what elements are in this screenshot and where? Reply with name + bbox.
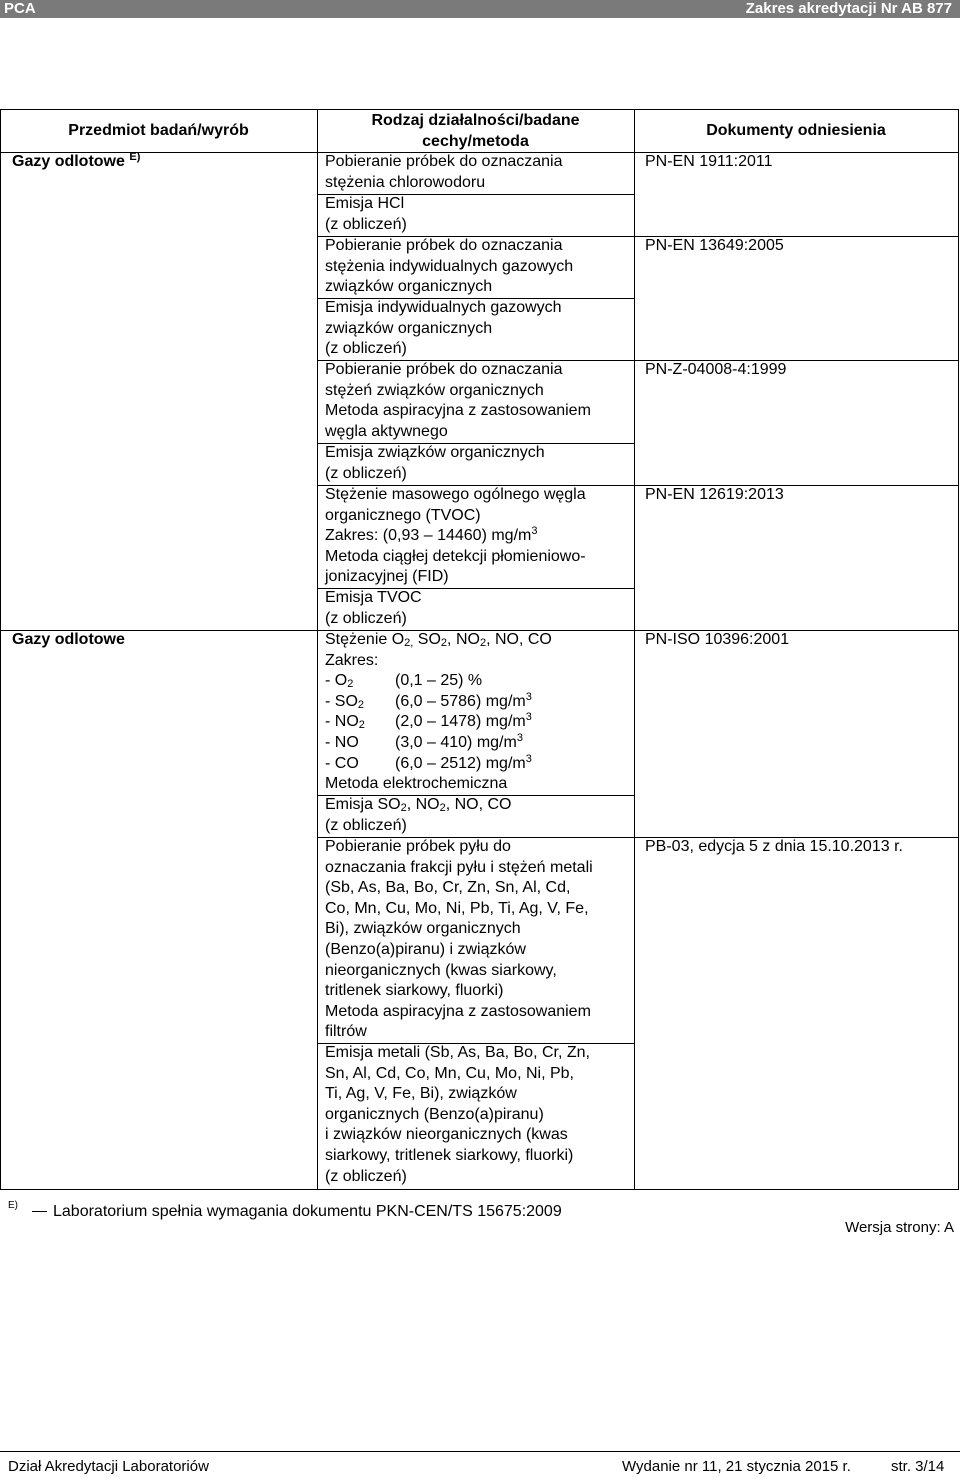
cell-line: (z obliczeń) [325,215,407,233]
text: Emisja SO [325,796,401,813]
gas-name [325,671,395,692]
footnote-mark: E) [8,1200,18,1211]
activity-cell-12 [325,1043,590,1187]
cell-line: tritlenek siarkowy, fluorki) [325,982,504,1000]
activity-cell-11 [325,837,593,1043]
cell-line: siarkowy, tritlenek siarkowy, fluorki) [325,1146,574,1164]
page-footer [0,1451,960,1477]
footer-page-number: str. 3/14 [891,1458,945,1475]
activity-cell-4 [325,298,562,360]
activity-cell-1 [325,152,563,193]
subscript: 2 [400,802,407,814]
cell-line: organicznych (Benzo(a)piranu) [325,1105,544,1123]
gas-range: (2,0 – 1478) mg/m [395,713,526,731]
subscript: 2 [357,698,365,711]
table-border-right [958,109,959,1190]
cell-line: Emisja TVOC [325,589,422,606]
gas-name [325,692,395,713]
gas-name [325,712,395,733]
page-version: Wersja strony: A [845,1219,954,1236]
gas-range: (3,0 – 410) mg/m [395,733,517,751]
cell-line: stężenia indywidualnych gazowych [325,257,574,275]
doc-ref: PN-EN 1911:2011 [645,153,773,170]
doc-ref: PB-03, edycja 5 z dnia 15.10.2013 r. [645,838,903,855]
cell-line: (z obliczeń) [325,816,407,834]
text: , NO, CO [445,796,512,813]
range-row [325,692,552,713]
activity-cell-6 [325,443,545,484]
cell-line: Pobieranie próbek do oznaczania [325,237,563,254]
cell-line: filtrów [325,1023,367,1041]
cell-line: Pobieranie próbek pyłu do [325,838,511,855]
table-border-top [0,109,959,110]
col-header-activity-line2: cechy/metoda [422,132,529,150]
cell-line: Sn, Al, Cd, Co, Mn, Cu, Mo, Ni, Pb, [325,1064,574,1082]
range-row [325,733,552,754]
subscript: 2 [358,719,365,732]
range-row [325,712,552,733]
unit-exponent: 3 [531,525,538,538]
col-header-docs: Dokumenty odniesienia [706,122,886,139]
range-dash: – [423,527,433,545]
text: Stężenie O [325,631,405,648]
cell-line: Metoda aspiracyjna z zastosowaniem [325,1002,591,1020]
table-col-divider-2 [634,109,635,1190]
subscript: 2, [404,637,414,649]
activity-cell-10 [325,795,512,836]
subscript: 2 [439,802,446,814]
gas-range: (6,0 – 2512) mg/m [395,754,526,772]
cell-line-stezenie [325,630,552,651]
cell-line: organicznego (TVOC) [325,506,481,524]
unit-exponent: 3 [525,752,532,765]
cell-line: Metoda aspiracyjna z zastosowaniem [325,402,591,420]
header-right: Zakres akredytacji Nr AB 877 [745,0,952,17]
footnote [8,1200,562,1221]
cell-line: Ti, Ag, V, Fe, Bi), związków [325,1085,517,1103]
range-start: Zakres: (0,93 [325,527,420,545]
text: - NO [325,733,359,751]
gas-range: (0,1 – 25) % [395,672,483,690]
cell-line: (z obliczeń) [325,1167,407,1185]
range-row [325,754,552,775]
cell-line: Emisja metali (Sb, As, Ba, Bo, Cr, Zn, [325,1044,590,1061]
doc-ref: PN-EN 12619:2013 [645,486,784,503]
cell-line: Pobieranie próbek do oznaczania [325,361,563,378]
doc-ref: PN-ISO 10396:2001 [645,631,790,648]
subject-gazy-odlotowe: Gazy odlotowe [12,631,125,648]
text: , NO [406,796,440,813]
unit-exponent: 3 [525,711,532,724]
cell-line: Emisja związków organicznych [325,444,545,461]
cell-line: Emisja HCl [325,195,405,212]
cell-line: Metoda ciągłej detekcji płomieniowo- [325,547,586,565]
unit-exponent: 3 [525,690,532,703]
footer-left: Dział Akredytacji Laboratoriów [8,1458,209,1475]
cell-line: nieorganicznych (kwas siarkowy, [325,961,557,979]
footnote-dash [32,1211,47,1212]
text: , NO, CO [486,631,552,648]
text: SO [417,631,441,648]
subscript: 2 [440,637,448,649]
text: - O [325,672,348,690]
gas-name [325,733,395,754]
cell-line: Stężenie masowego ogólnego węgla [325,486,586,503]
cell-line: Co, Mn, Cu, Mo, Ni, Pb, Ti, Ag, V, Fe, [325,899,589,917]
footer-edition: Wydanie nr 11, 21 stycznia 2015 r. [622,1458,851,1475]
activity-cell-5 [325,360,591,442]
text: - NO [325,713,359,731]
cell-line-range [325,526,586,547]
cell-line: Pobieranie próbek do oznaczania [325,153,563,170]
cell-line: jonizacyjnej (FID) [325,568,449,586]
doc-ref: PN-EN 13649:2005 [645,237,784,254]
col-header-subject: Przedmiot badań/wyrób [68,122,249,139]
cell-line-emisja [325,795,512,816]
activity-cell-8 [325,588,422,629]
cell-line: związków organicznych [325,319,493,337]
text: , NO [447,631,480,648]
unit-exponent: 3 [516,731,523,744]
activity-cell-7 [325,485,586,588]
col-header-activity [317,111,634,152]
gas-name [325,754,395,775]
cell-line: Zakres: [325,651,379,669]
col-header-activity-line1: Rodzaj działalności/badane [371,112,580,129]
table-border-left [0,109,1,1190]
cell-line: (z obliczeń) [325,609,407,627]
table-col-divider-1 [317,109,318,1190]
cell-line: oznaczania frakcji pyłu i stężeń metali [325,858,593,876]
subject-label: Gazy odlotowe [12,153,125,170]
cell-line: Bi), związków organicznych [325,920,521,938]
cell-line: (z obliczeń) [325,464,407,482]
range-end: 14460) mg/m [437,527,532,545]
subject-gazy-odlotowe-e [12,152,140,173]
footnote-text: Laboratorium spełnia wymagania dokumentu PKN-CEN/TS 15675:2009 [53,1203,562,1220]
cell-line: Metoda elektrochemiczna [325,775,508,793]
text: - SO [325,692,358,710]
cell-line: związków organicznych [325,278,493,296]
activity-cell-9 [325,630,552,795]
cell-line: stężenia chlorowodoru [325,173,486,191]
cell-line: (z obliczeń) [325,340,407,358]
gas-range: (6,0 – 5786) mg/m [395,692,526,710]
cell-line: węgla aktywnego [325,422,448,440]
subscript: 2 [347,678,354,691]
cell-line: (Benzo(a)piranu) i związków [325,940,526,958]
cell-line: Emisja indywidualnych gazowych [325,299,562,316]
text: - CO [325,754,359,772]
page-header-bar [0,0,960,18]
activity-cell-3 [325,236,573,298]
header-left: PCA [4,0,36,17]
activity-cell-2 [325,194,407,235]
doc-ref: PN-Z-04008-4:1999 [645,361,787,378]
cell-line: (Sb, As, Ba, Bo, Cr, Zn, Sn, Al, Cd, [325,879,571,897]
subject-footnote-mark: E) [129,151,141,163]
cell-line: i związków nieorganicznych (kwas [325,1126,568,1144]
range-row [325,671,552,692]
table-border-bottom [0,1189,959,1190]
subscript: 2 [479,637,487,649]
cell-line: stężeń związków organicznych [325,381,544,399]
